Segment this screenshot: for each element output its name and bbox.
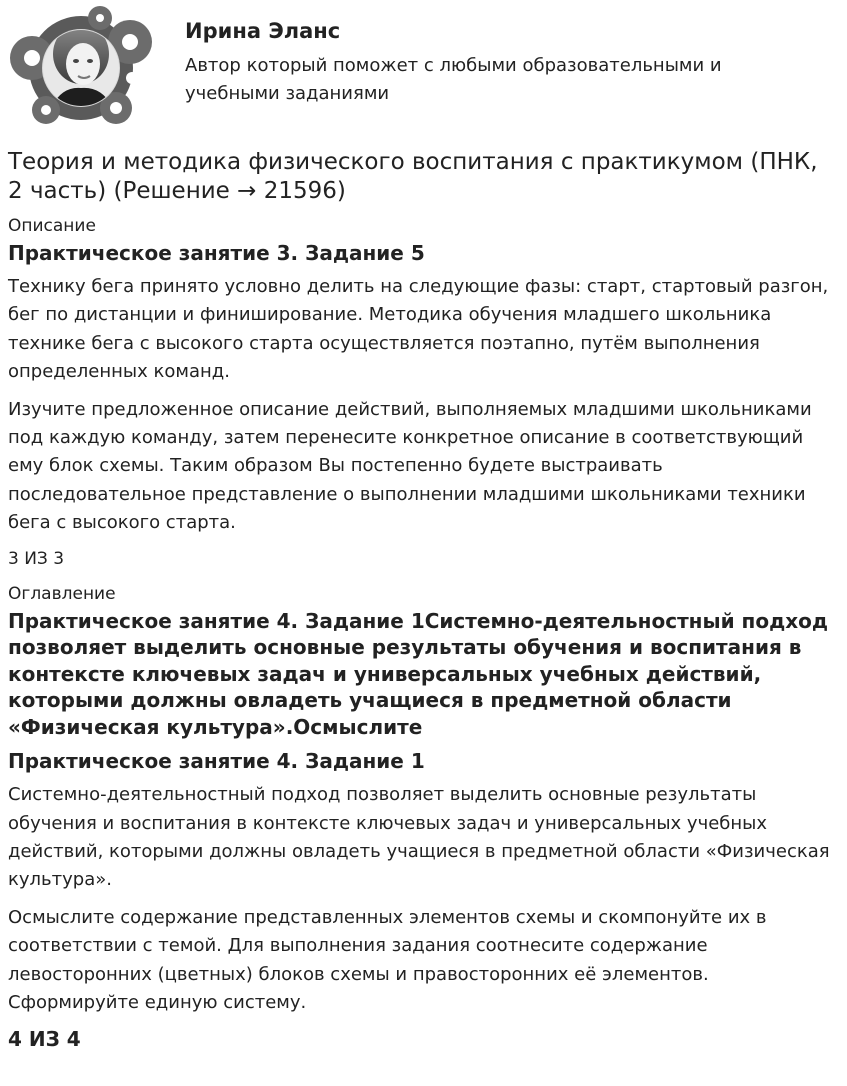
author-avatar[interactable]	[8, 6, 154, 126]
page-title: Теория и методика физического воспитания с практикумом (ПНК, 2 часть) (Решение → 21596)	[8, 149, 818, 204]
article	[8, 148, 838, 1052]
page-counter: 3 ИЗ 3	[8, 548, 65, 569]
description-label: Описание	[8, 216, 96, 236]
toc-link[interactable]: Практическое занятие 4. Задание 1Системно-деятельностный подход позволяет выделить основные результаты обучения и воспитания в контексте ключевых задач и универсальных учебных действий, которыми должны овладеть учащиеся в предметной области «Физическая культура».Осмыслите	[8, 608, 829, 739]
toc-label: Оглавление	[8, 583, 116, 604]
toc-paragraph: Системно-деятельностный подход позволяет выделить основные результаты обучения и воспитания в контексте ключевых задач и универсальных учебных действий, которыми должны овладеть учащиеся в предметной области «Физическая культура».	[8, 784, 830, 891]
toc-paragraph: Осмыслите содержание представленных элементов схемы и скомпонуйте их в соответствии с темой. Для выполнения задания соотнесите содержание левосторонних (цветных) блоков схемы и правосторонних её элементов. Сформируйте единую систему.	[8, 906, 767, 1013]
author-name[interactable]: Ирина Эланс	[185, 19, 341, 43]
task-heading: Практическое занятие 3. Задание 5	[8, 241, 425, 265]
author-description: Автор который поможет с любыми образовательными и учебными заданиями	[185, 55, 722, 104]
author-card	[8, 6, 838, 128]
description-paragraph: Технику бега принято условно делить на следующие фазы: старт, стартовый разгон, бег по дистанции и финиширование. Методика обучения младшего школьника технике бега с высокого старта осуществляется поэтапно, путём выполнения определенных команд.	[8, 276, 829, 383]
toc-counter: 4 ИЗ 4	[8, 1027, 81, 1052]
toc-heading: Практическое занятие 4. Задание 1	[8, 749, 425, 774]
description-paragraph: Изучите предложенное описание действий, выполняемых младшими школьниками под каждую команду, затем перенесите конкретное описание в соответствующий ему блок схемы. Таким образом Вы постепенно будете выстраивать последовательное представление о выполнении младшими школьниками техники бега с высокого старта.	[8, 398, 812, 534]
